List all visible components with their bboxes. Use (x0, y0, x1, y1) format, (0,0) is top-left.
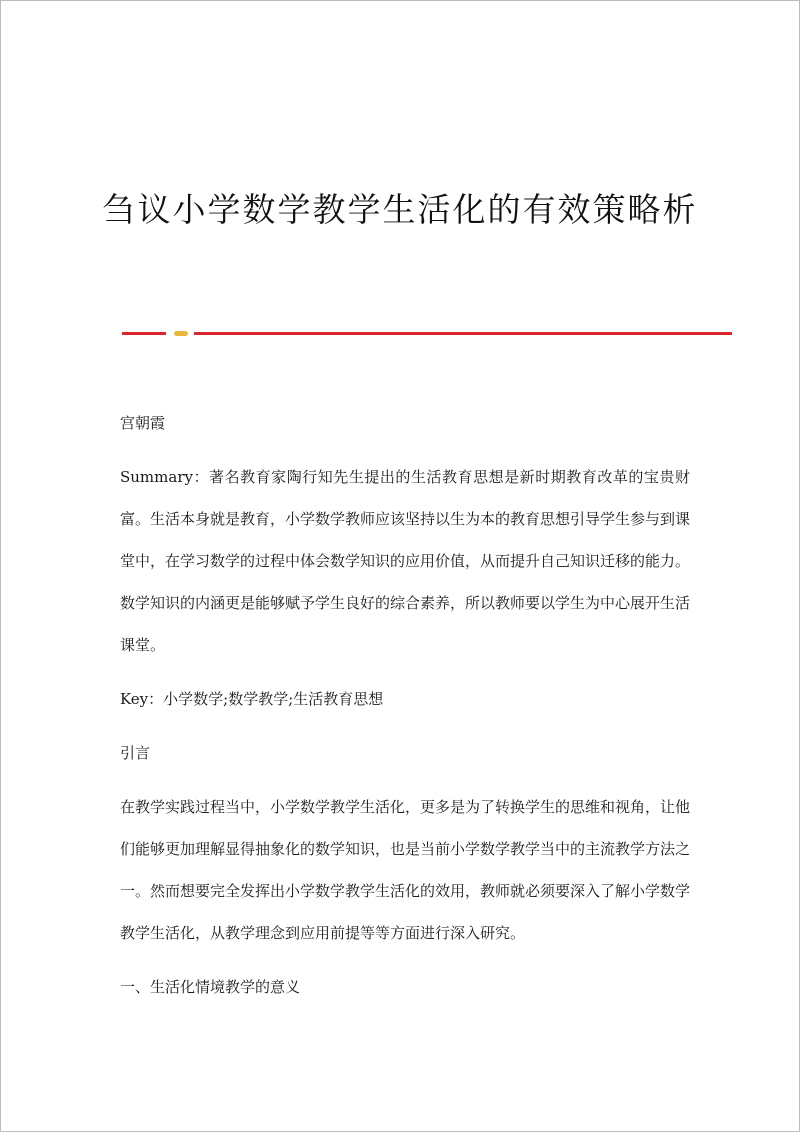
document-body (120, 402, 690, 1008)
keywords-line: Key：小学数学;数学教学;生活教育思想 (120, 690, 384, 708)
title-divider (122, 330, 732, 338)
divider-ornament (174, 331, 188, 336)
intro-paragraph: 在教学实践过程当中，小学数学教学生活化，更多是为了转换学生的思维和视角，让他们能够更加理解显得抽象化的数学知识，也是当前小学数学教学当中的主流教学方法之一。然而想要完全发挥出小学数学教学生活化的效用，教师就必须要深入了解小学数学教学生活化，从教学理念到应用前提等等方面进行深入研究。 (120, 798, 691, 942)
divider-left-segment (122, 332, 166, 335)
section-heading: 一、生活化情境教学的意义 (120, 978, 301, 996)
document-title: 刍议小学数学教学生活化的有效策略析 (102, 190, 698, 229)
divider-right-segment (194, 332, 732, 335)
author-name: 宫朝霞 (120, 414, 166, 432)
intro-heading: 引言 (120, 744, 151, 762)
summary-paragraph: Summary：著名教育家陶行知先生提出的生活教育思想是新时期教育改革的宝贵财富。生活本身就是教育，小学数学教师应该坚持以生为本的教育思想引导学生参与到课堂中，在学习数学的过程中体会数学知识的应用价值，从而提升自己知识迁移的能力。数学知识的内涵更是能够赋予学生良好的综合素养，所以教师要以学生为中心展开生活课堂。 (120, 468, 691, 654)
